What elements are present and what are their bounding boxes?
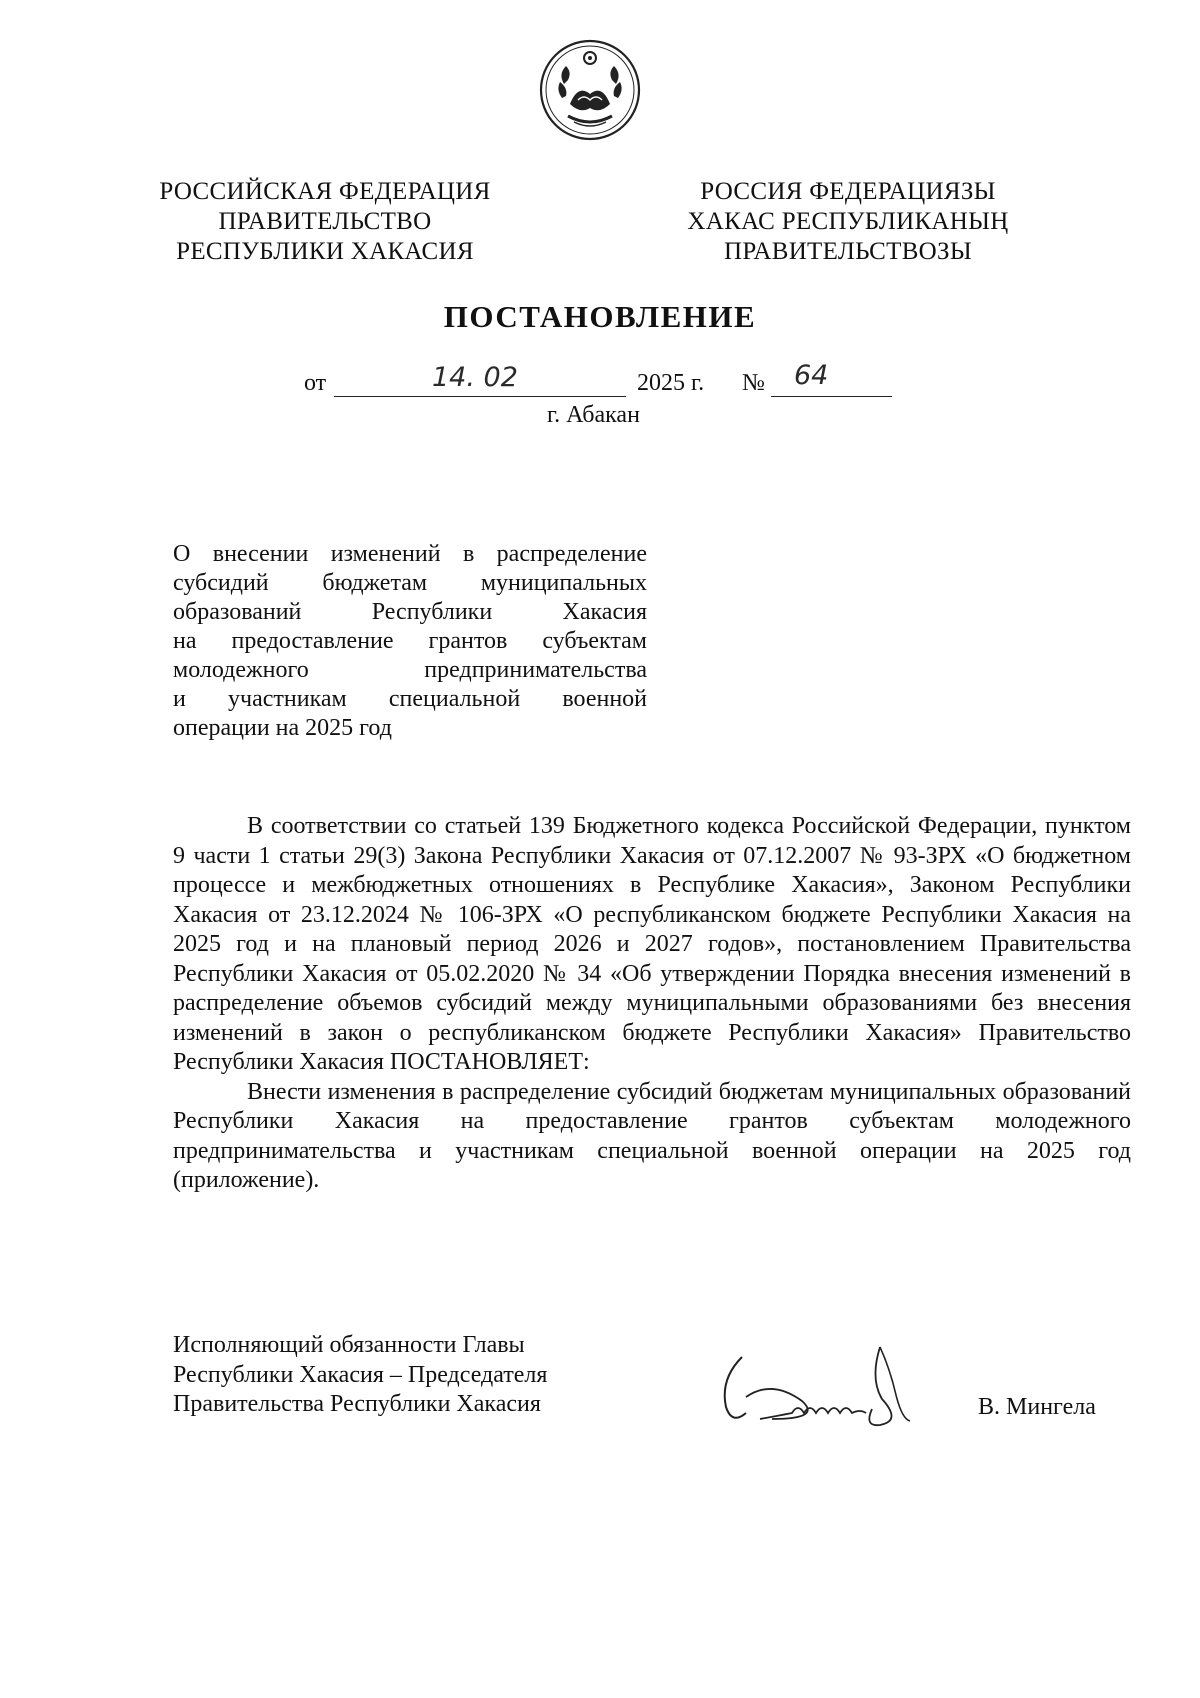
signer-position-line: Республики Хакасия – Председателя (173, 1361, 548, 1388)
header-left-line: РЕСПУБЛИКИ ХАКАСИЯ (176, 238, 474, 265)
city: г. Абакан (547, 402, 640, 428)
date-underline (334, 396, 626, 397)
subject-line: и участникам специальной военной (173, 686, 647, 712)
header-right (648, 177, 1048, 267)
handwritten-signature (712, 1339, 952, 1439)
number-handwritten: 64 (794, 360, 829, 391)
date-prefix: от (304, 370, 327, 396)
number-label: № (742, 370, 765, 396)
subject-line: О внесении изменений в распределение (173, 541, 647, 567)
header-left-line: ПРАВИТЕЛЬСТВО (218, 208, 432, 235)
republic-emblem-icon (538, 38, 642, 142)
document-subject (173, 540, 647, 743)
signer-position-line: Исполняющий обязанности Главы (173, 1332, 525, 1358)
subject-line: на предоставление грантов субъектам (173, 628, 647, 654)
document-body (173, 812, 1131, 1196)
header-right-line: РОССИЯ ФЕДЕРАЦИЯЗЫ (700, 178, 996, 205)
header-left (125, 177, 525, 267)
body-paragraph: Внести изменения в распределение субсидий бюджетам муниципальных образований Республики Хакасия на предоставление грантов субъектам молодежного предпринимательства и участникам специальной военной операции на 2025 год (приложение). (173, 1078, 1131, 1193)
date-year: 2025 г. (637, 370, 705, 396)
header-left-line: РОССИЙСКАЯ ФЕДЕРАЦИЯ (159, 178, 491, 205)
signer-position (173, 1331, 547, 1420)
subject-line: молодежного предпринимательства (173, 657, 647, 683)
signer-position-line: Правительства Республики Хакасия (173, 1391, 541, 1417)
header-right-line: ХАКАС РЕСПУБЛИКАНЫҢ (687, 208, 1009, 235)
header-right-line: ПРАВИТЕЛЬСТВОЗЫ (724, 238, 972, 265)
subject-line: операции на 2025 год (173, 715, 392, 741)
document-title: ПОСТАНОВЛЕНИЕ (443, 299, 757, 334)
number-underline (771, 396, 892, 397)
date-handwritten: 14. 02 (432, 362, 518, 393)
subject-line: образований Республики Хакасия (173, 599, 647, 625)
signer-name: В. Мингела (978, 1394, 1096, 1420)
body-paragraph: В соответствии со статьей 139 Бюджетного кодекса Российской Федерации, пунктом 9 части 1 статьи 29(3) Закона Республики Хакасия от 07.12.2007 № 93-ЗРХ «О бюджетном процессе и межбюджетных отношениях в Республике Хакасия», Законом Республики Хакасия от 23.12.2024 № 106-ЗРХ «О республиканском бюджете Республики Хакасия на 2025 год и на плановый период 2026 и 2027 годов», постановлением Правительства Республики Хакасия от 05.02.2020 № 34 «Об утверждении Порядка внесения изменений в распределение объемов субсидий между муниципальными образованиями без внесения изменений в закон о республиканском бюджете Республики Хакасия» Правительство Республики Хакасия ПОСТАНОВЛЯЕТ: (173, 813, 1131, 1075)
subject-line: субсидий бюджетам муниципальных (173, 570, 647, 596)
